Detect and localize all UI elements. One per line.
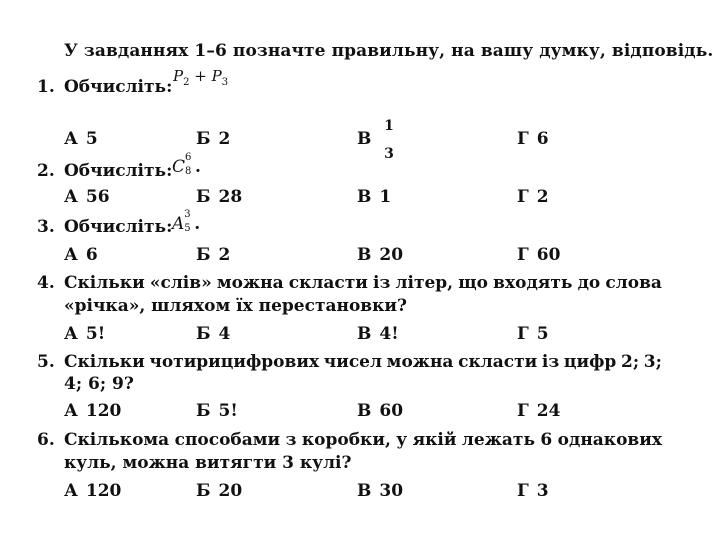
answer-option-a[interactable]: А 120 bbox=[64, 401, 122, 421]
formula-sum-permutations: $P_2 + P_3$ bbox=[173, 67, 229, 88]
question-5-line-2: 4; 6; 9? bbox=[64, 374, 134, 394]
answer-option-v[interactable]: В 4! bbox=[357, 324, 399, 344]
answer-option-b[interactable]: Б 20 bbox=[196, 481, 243, 501]
fraction-denominator: 3 bbox=[384, 146, 394, 162]
answer-option-g[interactable]: Г 60 bbox=[517, 245, 561, 265]
question-6-line-1: Скількома способами з коробки, у якій лежать 6 однакових bbox=[64, 430, 662, 450]
question-number: 3. bbox=[37, 217, 55, 237]
question-text: Обчисліть: bbox=[64, 161, 173, 181]
answer-option-g[interactable]: Г 3 bbox=[517, 481, 549, 501]
question-number: 5. bbox=[37, 352, 55, 372]
question-number: 2. bbox=[37, 161, 55, 181]
question-number: 4. bbox=[37, 273, 55, 293]
answer-option-v[interactable]: В 1 bbox=[357, 187, 392, 207]
answer-option-v[interactable]: В 60 bbox=[357, 401, 404, 421]
answer-option-g[interactable]: Г 5 bbox=[517, 324, 549, 344]
formula-combinations: C 6 8 . bbox=[172, 152, 201, 177]
question-5-line-1: Скільки чотирицифрових чисел можна скласти із цифр 2; 3; bbox=[64, 352, 662, 372]
answer-option-b[interactable]: Б 5! bbox=[196, 401, 238, 421]
answer-option-a[interactable]: А 5 bbox=[64, 129, 98, 149]
question-1 bbox=[37, 77, 172, 97]
answer-option-b[interactable]: Б 4 bbox=[196, 324, 231, 344]
answer-option-b[interactable]: Б 28 bbox=[196, 187, 243, 207]
question-number: 6. bbox=[37, 430, 55, 450]
question-text: Обчисліть: bbox=[64, 77, 173, 97]
answer-option-g[interactable]: Г 6 bbox=[517, 129, 549, 149]
answer-option-g[interactable]: Г 2 bbox=[517, 187, 549, 207]
instructions: У завданнях 1–6 позначте правильну, на вашу думку, відповідь. bbox=[64, 41, 714, 61]
answer-option-v[interactable]: В bbox=[357, 129, 372, 149]
question-3 bbox=[37, 217, 172, 237]
formula-arrangements: A 3 5 . bbox=[172, 209, 201, 234]
question-2 bbox=[37, 161, 172, 181]
answer-option-b[interactable]: Б 2 bbox=[196, 129, 231, 149]
answer-option-b[interactable]: Б 2 bbox=[196, 245, 231, 265]
question-6-line-2: куль, можна витягти 3 кулі? bbox=[64, 453, 352, 473]
answer-option-a[interactable]: А 5! bbox=[64, 324, 106, 344]
answer-option-v[interactable]: В 30 bbox=[357, 481, 404, 501]
fraction-numerator: 1 bbox=[384, 118, 394, 134]
question-text: Обчисліть: bbox=[64, 217, 173, 237]
answer-option-a[interactable]: А 6 bbox=[64, 245, 98, 265]
answer-option-g[interactable]: Г 24 bbox=[517, 401, 561, 421]
question-4-line-2: «річка», шляхом їх перестановки? bbox=[64, 296, 407, 316]
answer-option-a[interactable]: А 56 bbox=[64, 187, 110, 207]
question-4-line-1: Скільки «слів» можна скласти із літер, що входять до слова bbox=[64, 273, 662, 293]
answer-option-v[interactable]: В 20 bbox=[357, 245, 404, 265]
question-number: 1. bbox=[37, 77, 55, 97]
answer-option-a[interactable]: А 120 bbox=[64, 481, 122, 501]
